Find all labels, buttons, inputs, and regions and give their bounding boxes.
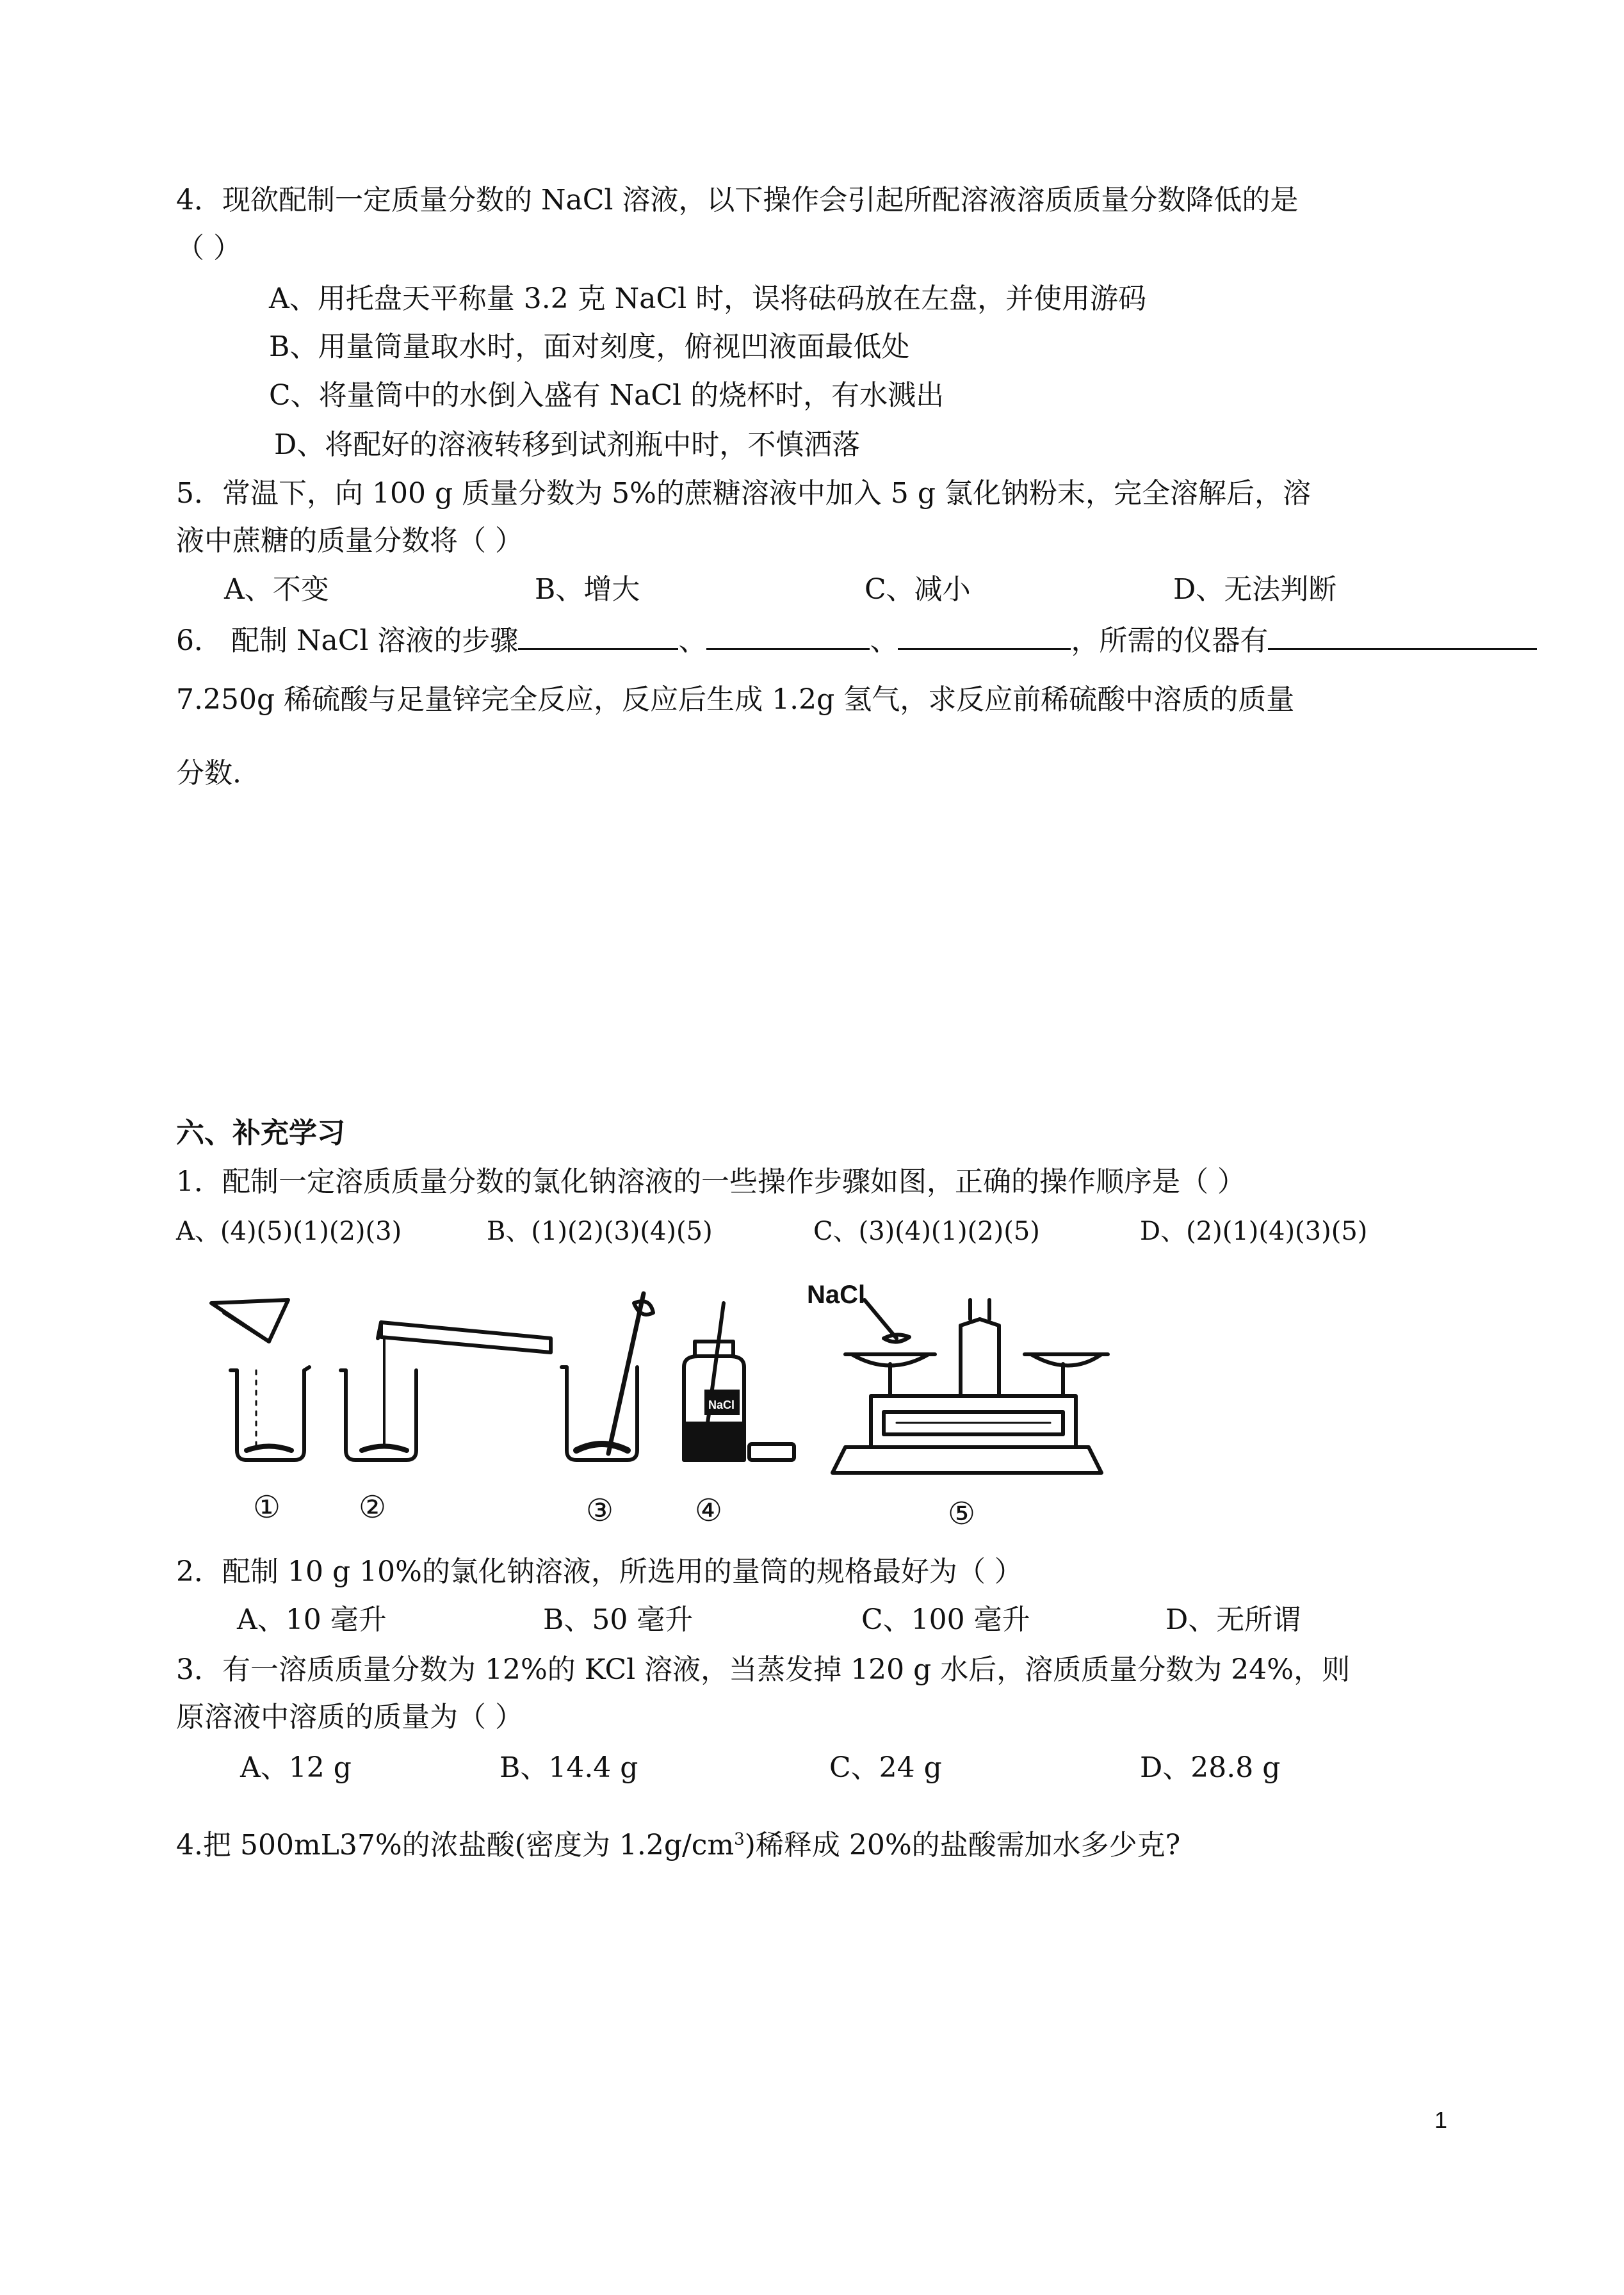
q5-line1: 5．常温下，向 100 g 质量分数为 5%的蔗糖溶液中加入 5 g 氯化钠粉末，完全溶解后，溶: [176, 477, 1311, 510]
s1-option-a: A、(4)(5)(1)(2)(3): [176, 1217, 402, 1246]
q5-line2: 液中蔗糖的质量分数将（ ）: [176, 524, 523, 557]
s3-line1: 3．有一溶质质量分数为 12%的 KCl 溶液，当蒸发掉 120 g 水后，溶质质量分数为 24%，则: [176, 1653, 1351, 1686]
step-2-beaker-icon: [341, 1322, 551, 1460]
section-title: 六、补充学习: [176, 1117, 345, 1149]
step-3-beaker-icon: [562, 1293, 653, 1460]
s4-post: )稀释成 20%的盐酸需加水多少克?: [744, 1829, 1181, 1861]
q5-option-b: B、增大: [535, 573, 640, 606]
s2-stem: 2．配制 10 g 10%的氯化钠溶液，所选用的量筒的规格最好为（ ）: [176, 1555, 1023, 1588]
s1-option-c: C、(3)(4)(1)(2)(5): [813, 1217, 1040, 1246]
step-4-bottle-icon: [684, 1303, 794, 1460]
q5-option-c: C、减小: [865, 573, 971, 606]
q6-line: [176, 620, 1537, 660]
s4-line: [176, 1826, 1180, 1865]
s4-pre: 4.把 500mL37%的浓盐酸(密度为 1.2g/cm: [176, 1829, 735, 1861]
operation-steps-figure: [192, 1274, 1114, 1530]
s2-option-c: C、100 毫升: [861, 1603, 1030, 1636]
q6-prefix: 6． 配制 NaCl 溶液的步骤: [176, 624, 519, 657]
s3-option-b: B、14.4 g: [499, 1751, 638, 1784]
q4-stem: 4．现欲配制一定质量分数的 NaCl 溶液，以下操作会引起所配溶液溶质质量分数降低的是: [176, 184, 1299, 216]
q6-sep-2: 、: [870, 624, 898, 657]
nacl-label: NaCl: [807, 1281, 866, 1309]
q4-paren: （ ）: [176, 232, 241, 264]
label-2: ②: [359, 1489, 387, 1525]
q4-option-a: A、用托盘天平称量 3.2 克 NaCl 时，误将砝码放在左盘，并使用游码: [269, 282, 1147, 315]
q6-blank-3[interactable]: [898, 620, 1071, 650]
q4-option-c: C、将量筒中的水倒入盛有 NaCl 的烧杯时，有水溅出: [269, 379, 945, 412]
s2-option-a: A、10 毫升: [237, 1603, 387, 1636]
s3-option-c: C、24 g: [829, 1751, 942, 1784]
page-number: 1: [1434, 2107, 1448, 2133]
q5-option-d: D、无法判断: [1173, 573, 1337, 606]
q6-mid: ，所需的仪器有: [1071, 624, 1269, 657]
s3-line2: 原溶液中溶质的质量为（ ）: [176, 1701, 523, 1733]
q6-sep-1: 、: [678, 624, 707, 657]
s4-sup: 3: [734, 1829, 745, 1849]
label-3: ③: [586, 1493, 614, 1529]
s2-option-b: B、50 毫升: [543, 1603, 694, 1636]
s1-stem: 1．配制一定溶质质量分数的氯化钠溶液的一些操作步骤如图，正确的操作顺序是（ ）: [176, 1165, 1246, 1198]
step-1-beaker-icon: [211, 1300, 309, 1460]
s1-option-d: D、(2)(1)(4)(3)(5): [1140, 1217, 1368, 1246]
s3-option-a: A、12 g: [240, 1751, 352, 1784]
label-1: ①: [253, 1489, 281, 1525]
q4-option-d: D、将配好的溶液转移到试剂瓶中时，不慎洒落: [274, 428, 861, 461]
label-4: ④: [695, 1493, 723, 1529]
q6-blank-4[interactable]: [1268, 620, 1537, 650]
s2-option-d: D、无所谓: [1165, 1603, 1301, 1636]
bottle-label: NaCl: [708, 1399, 735, 1411]
q4-option-b: B、用量筒量取水时，面对刻度，俯视凹液面最低处: [269, 330, 910, 363]
step-5-balance-icon: [832, 1300, 1108, 1473]
q5-option-a: A、不变: [224, 573, 329, 606]
label-5: ⑤: [948, 1496, 976, 1530]
s1-option-b: B、(1)(2)(3)(4)(5): [487, 1217, 713, 1246]
s3-option-d: D、28.8 g: [1140, 1751, 1281, 1784]
q7-line1: 7.250g 稀硫酸与足量锌完全反应，反应后生成 1.2g 氢气，求反应前稀硫酸中溶质的质量: [176, 683, 1295, 716]
q6-blank-2[interactable]: [706, 620, 870, 650]
q7-line2: 分数.: [176, 757, 241, 790]
q6-blank-1[interactable]: [518, 620, 678, 650]
